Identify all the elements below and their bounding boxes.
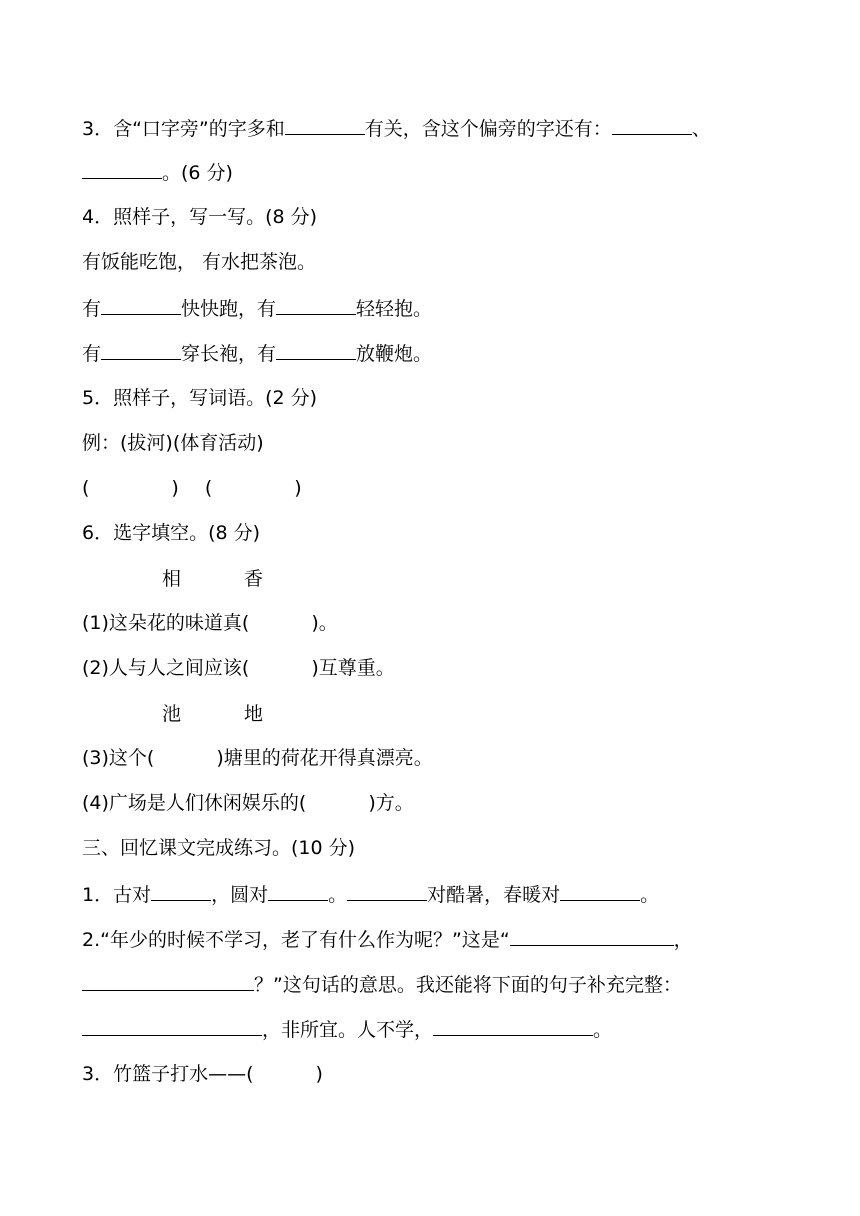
q2-c: ？”这句话的意思。我还能将下面的句子补充完整： [254,974,682,996]
sec3-q2-line2 [82,972,682,996]
q1-a: 1．古对 [82,884,152,906]
q4-l1-c: 轻轻抱。 [356,298,433,320]
answer-blank[interactable] [285,116,365,135]
answer-blank[interactable] [268,882,328,901]
q4-l1-b: 快快跑，有 [181,298,277,320]
answer-blank[interactable] [82,1017,262,1036]
q1-c: 。 [328,884,348,906]
answer-blank[interactable] [276,296,356,315]
q6-title: 6．选字填空。(8 分) [82,522,261,544]
answer-blank[interactable] [433,1017,593,1036]
q4-line1 [82,296,432,320]
q1-b: ，圆对 [211,884,269,906]
answer-blank[interactable] [612,116,692,135]
q6-sentence-2 [82,656,395,680]
s3-a: (3)这个( [82,747,155,769]
answer-blank[interactable] [510,927,674,946]
q3-text-d: 。(6 分) [162,162,233,184]
q4-l1-a: 有 [82,298,102,320]
q4-l2-b: 穿长袍，有 [181,343,277,365]
q3-text-b: 有关，含这个偏旁的字还有： [364,118,612,140]
q4-example: 有饭能吃饱， 有水把茶泡。 [82,251,317,273]
section3-title: 三、回忆课文完成练习。(10 分) [82,837,356,859]
s2-b: )互尊重。 [311,657,395,679]
answer-blank[interactable] [82,972,254,991]
q2-e: 。 [593,1019,613,1041]
option-char: 香 [244,568,264,590]
paren-open: ( [204,477,213,499]
sec3-q2-line1 [82,927,693,951]
q4-l2-a: 有 [82,343,102,365]
answer-blank[interactable] [276,341,356,360]
option-char: 地 [244,703,264,725]
q4-line2 [82,341,432,365]
q1-d: 对酷暑，春暖对 [427,884,561,906]
s1-b: )。 [311,612,338,634]
q2-a: 2.“年少的时候不学习，老了有什么作为呢？”这是“ [82,929,510,951]
q1-e: 。 [640,884,660,906]
answer-blank[interactable] [347,882,427,901]
q6-sentence-3 [82,746,433,770]
answer-blank[interactable] [101,341,181,360]
answer-blank[interactable] [101,296,181,315]
answer-blank[interactable] [151,882,211,901]
paren-open: ( [82,477,90,499]
sec3-q3 [82,1062,323,1086]
option-char: 相 [162,568,182,590]
q6-sentence-1 [82,611,338,635]
paren-close: ) [294,477,302,499]
q3-line1 [82,116,711,140]
s2-a: (2)人与人之间应该( [82,657,250,679]
q6-sentence-4 [82,791,414,815]
q3-line2 [82,160,233,184]
q3-text-c: 、 [691,118,711,140]
answer-blank[interactable] [560,882,640,901]
s1-a: (1)这朵花的味道真( [82,612,250,634]
sec3-q1 [82,882,659,906]
answer-blank[interactable] [82,160,162,179]
s4-a: (4)广场是人们休闲娱乐的( [82,792,307,814]
q3-b: ) [315,1063,323,1085]
q5-answer-line [82,476,302,500]
q5-title: 5．照样子，写词语。(2 分) [82,387,318,409]
sec3-q2-line3 [82,1017,612,1041]
paren-close: ) [171,477,179,499]
q2-b: ， [673,929,693,951]
option-char: 池 [162,703,182,725]
q3-text-a: 3．含“口字旁”的字多和 [82,118,285,140]
s4-b: )方。 [368,792,414,814]
q4-title: 4．照样子，写一写。(8 分) [82,206,318,228]
q5-example: 例：(拔河)(体育活动) [82,432,264,454]
s3-b: )塘里的荷花开得真漂亮。 [216,747,433,769]
q2-d: ，非所宜。人不学， [262,1019,434,1041]
q3-a: 3．竹篮子打水——( [82,1063,254,1085]
q4-l2-c: 放鞭炮。 [356,343,433,365]
